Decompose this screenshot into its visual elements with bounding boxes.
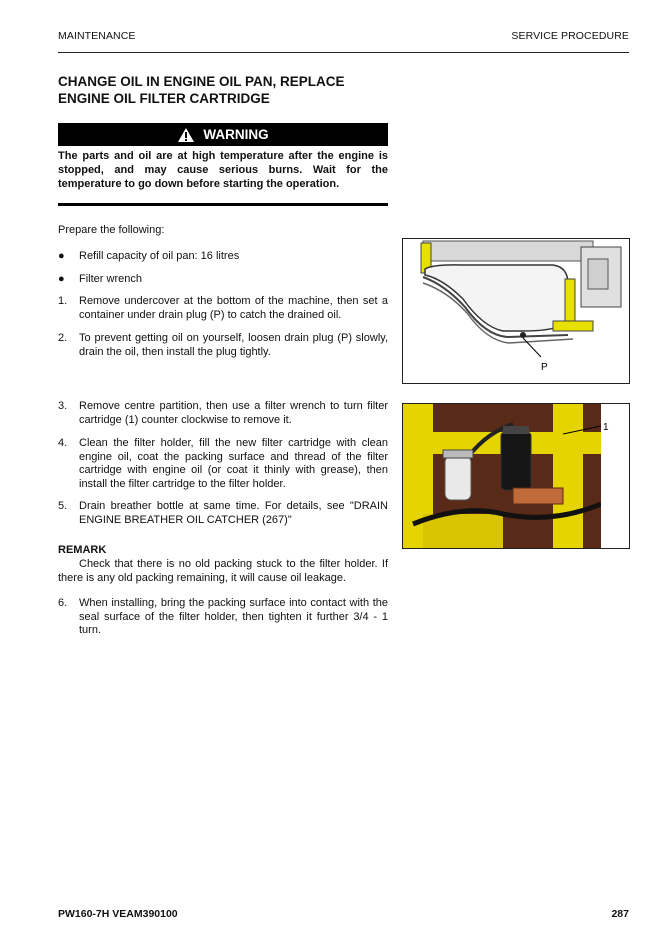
drain-plug-callout: P bbox=[541, 362, 548, 373]
warning-divider bbox=[58, 203, 388, 206]
oil-pan-figure bbox=[402, 238, 630, 384]
step-number: 4. bbox=[58, 437, 68, 449]
page-title-line-1: CHANGE OIL IN ENGINE OIL PAN, REPLACE bbox=[58, 74, 345, 89]
step-number: 5. bbox=[58, 500, 68, 512]
warning-label: WARNING bbox=[203, 127, 269, 142]
remark-heading: REMARK bbox=[58, 544, 107, 556]
step-text: Clean the filter holder, fill the new filter cartridge with clean engine oil, coat the packing surface and thread of the filter cartridge with engine oil (or coat it thinly with grease), then install the filter cartridge to the filter holder. bbox=[79, 437, 388, 490]
bullet-text: Refill capacity of oil pan: 16 litres bbox=[79, 250, 240, 262]
drain-plug-marker bbox=[520, 332, 526, 338]
page-title bbox=[58, 73, 398, 107]
step-text: Drain breather bottle at same time. For details, see "DRAIN ENGINE BREATHER OIL CATCHER (267)" bbox=[79, 500, 388, 526]
warning-triangle-icon bbox=[177, 127, 195, 143]
step-text: Remove centre partition, then use a filter wrench to turn filter cartridge (1) counter clockwise to remove it. bbox=[79, 400, 388, 426]
warning-banner bbox=[58, 123, 388, 146]
filter-photo-drawing bbox=[403, 404, 629, 548]
footer-model-code: PW160-7H VEAM390100 bbox=[58, 908, 178, 920]
bullet-dot: ● bbox=[58, 250, 65, 262]
bullet-dot: ● bbox=[58, 273, 65, 285]
step-text: Remove undercover at the bottom of the machine, then set a container under drain plug (P) to catch the drained oil. bbox=[79, 295, 388, 321]
warning-text: The parts and oil are at high temperature after the engine is stopped, and may cause serious burns. Wait for the temperature to go down before starting the operation. bbox=[58, 150, 388, 190]
step-text: To prevent getting oil on yourself, loosen drain plug (P) slowly, drain the oil, then install the plug tightly. bbox=[79, 332, 388, 358]
step-number: 1. bbox=[58, 295, 68, 307]
header-category-label: SERVICE PROCEDURE bbox=[511, 30, 629, 42]
filter-cartridge-callout: 1 bbox=[603, 422, 609, 433]
step-text: When installing, bring the packing surface into contact with the seal surface of the filter holder, then tighten it further 3/4 - 1 turn. bbox=[79, 597, 388, 636]
header-section-label: MAINTENANCE bbox=[58, 30, 136, 42]
filter-photo-figure bbox=[402, 403, 630, 549]
step-number: 3. bbox=[58, 400, 68, 412]
prepare-intro: Prepare the following: bbox=[58, 224, 165, 236]
remark-text: Check that there is no old packing stuck to the filter holder. If there is any old packing remaining, it will cause oil leakage. bbox=[58, 558, 388, 584]
page-title-line-2: ENGINE OIL FILTER CARTRIDGE bbox=[58, 91, 270, 106]
step-number: 2. bbox=[58, 332, 68, 344]
page-number: 287 bbox=[611, 908, 629, 920]
oil-pan-drawing bbox=[403, 239, 629, 383]
step-number: 6. bbox=[58, 597, 68, 609]
header-divider bbox=[58, 52, 629, 53]
bullet-text: Filter wrench bbox=[79, 273, 142, 285]
